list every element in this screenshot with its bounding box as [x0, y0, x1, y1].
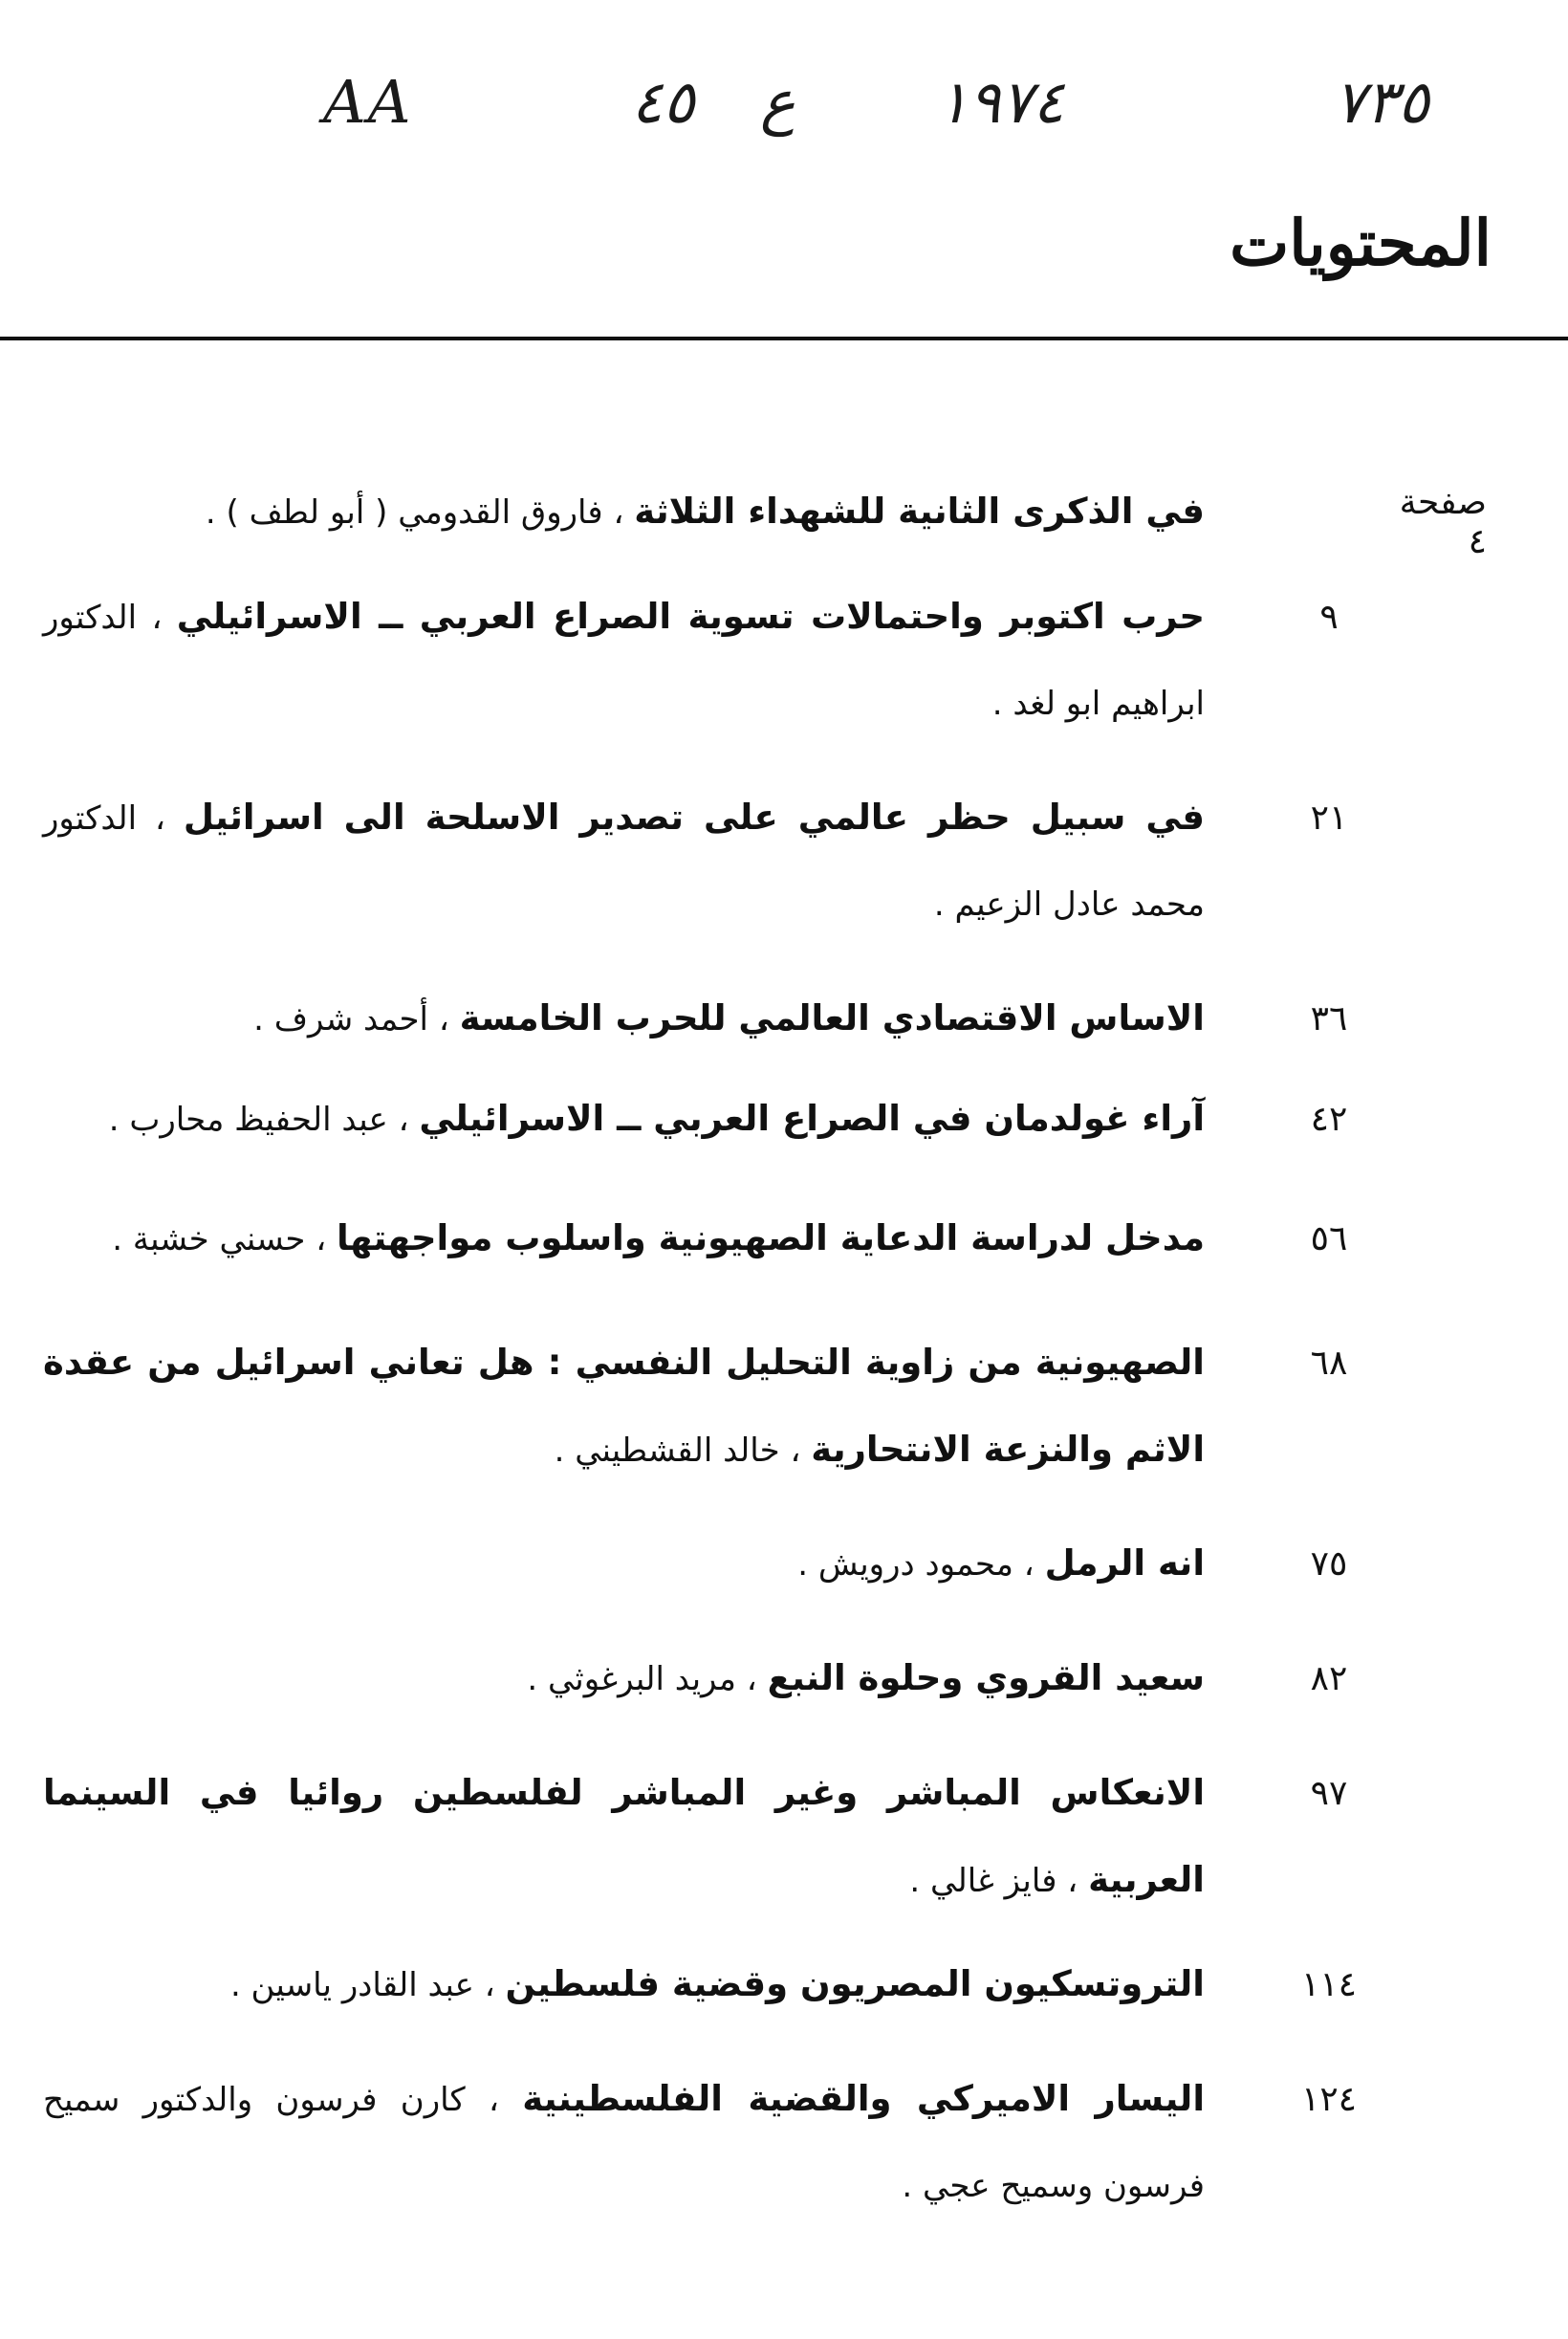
entry-author: ، عبد الحفيظ محارب .	[108, 1101, 409, 1139]
toc-entry	[112, 1195, 1205, 1282]
header-rule	[0, 337, 1568, 340]
entry-title: انه الرمل	[1044, 1542, 1205, 1584]
toc-entry	[43, 775, 1205, 948]
entry-title: التروتسكيون المصريون وقضية فلسطين	[505, 1963, 1205, 2004]
toc-entry	[230, 1941, 1205, 2028]
toc-entry	[43, 574, 1205, 747]
toc-entry	[206, 469, 1205, 556]
page-title: المحتويات	[1230, 206, 1492, 280]
entry-author: ، فايز غالي .	[909, 1862, 1078, 1900]
toc-entry	[43, 1320, 1205, 1494]
entry-author: ، أحمد شرف .	[253, 1000, 449, 1038]
toc-entry	[109, 1076, 1205, 1163]
entry-title: سعيد القروي وحلوة النبع	[767, 1657, 1205, 1698]
toc-entry	[527, 1635, 1205, 1722]
toc-entry	[43, 2056, 1205, 2229]
page-number: ٢١	[1310, 798, 1348, 838]
page-number: ٨٢	[1310, 1659, 1348, 1698]
handwritten-note: ع	[760, 67, 795, 137]
handwritten-note: AA	[323, 67, 413, 137]
toc-entry	[43, 1750, 1205, 1924]
entry-title: في سبيل حظر عالمي على تصدير الاسلحة الى اسرائيل	[183, 797, 1205, 838]
entry-author: ، فاروق القدومي ( أبو لطف ) .	[205, 493, 624, 532]
entry-title: اليسار الاميركي والقضية الفلسطينية	[522, 2078, 1205, 2119]
page-number: ١١٤	[1300, 1965, 1357, 2004]
page-number: ٩	[1319, 598, 1339, 637]
handwritten-note: ٤٥	[631, 67, 695, 137]
page-number: ٧٥	[1310, 1544, 1348, 1584]
entry-title: الصهيونية من زاوية التحليل النفسي : هل تعاني اسرائيل من عقدة الاثم والنزعة الانتحارية	[43, 1342, 1205, 1470]
entry-author: ، الدكتور محمد عادل الزعيم .	[43, 799, 1205, 924]
entry-author: ، حسني خشبة .	[112, 1220, 327, 1258]
page-label: صفحة	[1399, 483, 1487, 522]
handwritten-note: ١٩٧٤	[937, 67, 1065, 137]
entry-author: ، محمود درويش .	[797, 1545, 1034, 1584]
entry-author: ، خالد القشطيني .	[554, 1432, 801, 1470]
entry-author: ، مريد البرغوثي .	[527, 1660, 757, 1698]
handwritten-note: ٧٣٥	[1334, 67, 1429, 137]
page-number: ٤٢	[1310, 1100, 1348, 1139]
entry-title: الانعكاس المباشر وغير المباشر لفلسطين روائيا في السينما العربية	[43, 1772, 1205, 1900]
page-number: ١٢٤	[1300, 2080, 1357, 2119]
toc-entry	[797, 1520, 1205, 1607]
page-number: ٥٦	[1310, 1219, 1348, 1258]
page-number: ٤	[1468, 522, 1487, 561]
page-number: ٣٦	[1310, 999, 1348, 1038]
entry-author: ، عبد القادر ياسين .	[229, 1966, 495, 2004]
page-number: ٩٧	[1310, 1774, 1348, 1813]
entry-title: آراء غولدمان في الصراع العربي ــ الاسرائيلي	[419, 1098, 1205, 1139]
entry-author: ، الدكتور ابراهيم ابو لغد .	[43, 599, 1205, 723]
entry-author: ، كارن فرسون والدكتور سميح فرسون وسميح عجي .	[43, 2081, 1205, 2205]
entry-title: الاساس الاقتصادي العالمي للحرب الخامسة	[459, 997, 1205, 1038]
page-label-cell	[1377, 483, 1487, 561]
entry-title: في الذكرى الثانية للشهداء الثلاثة	[634, 491, 1205, 532]
page-number: ٦٨	[1310, 1344, 1348, 1383]
entry-title: حرب اكتوبر واحتمالات تسوية الصراع العربي ــ الاسرائيلي	[176, 596, 1205, 637]
entry-title: مدخل لدراسة الدعاية الصهيونية واسلوب مواجهتها	[337, 1217, 1205, 1258]
toc-entry	[253, 975, 1205, 1062]
